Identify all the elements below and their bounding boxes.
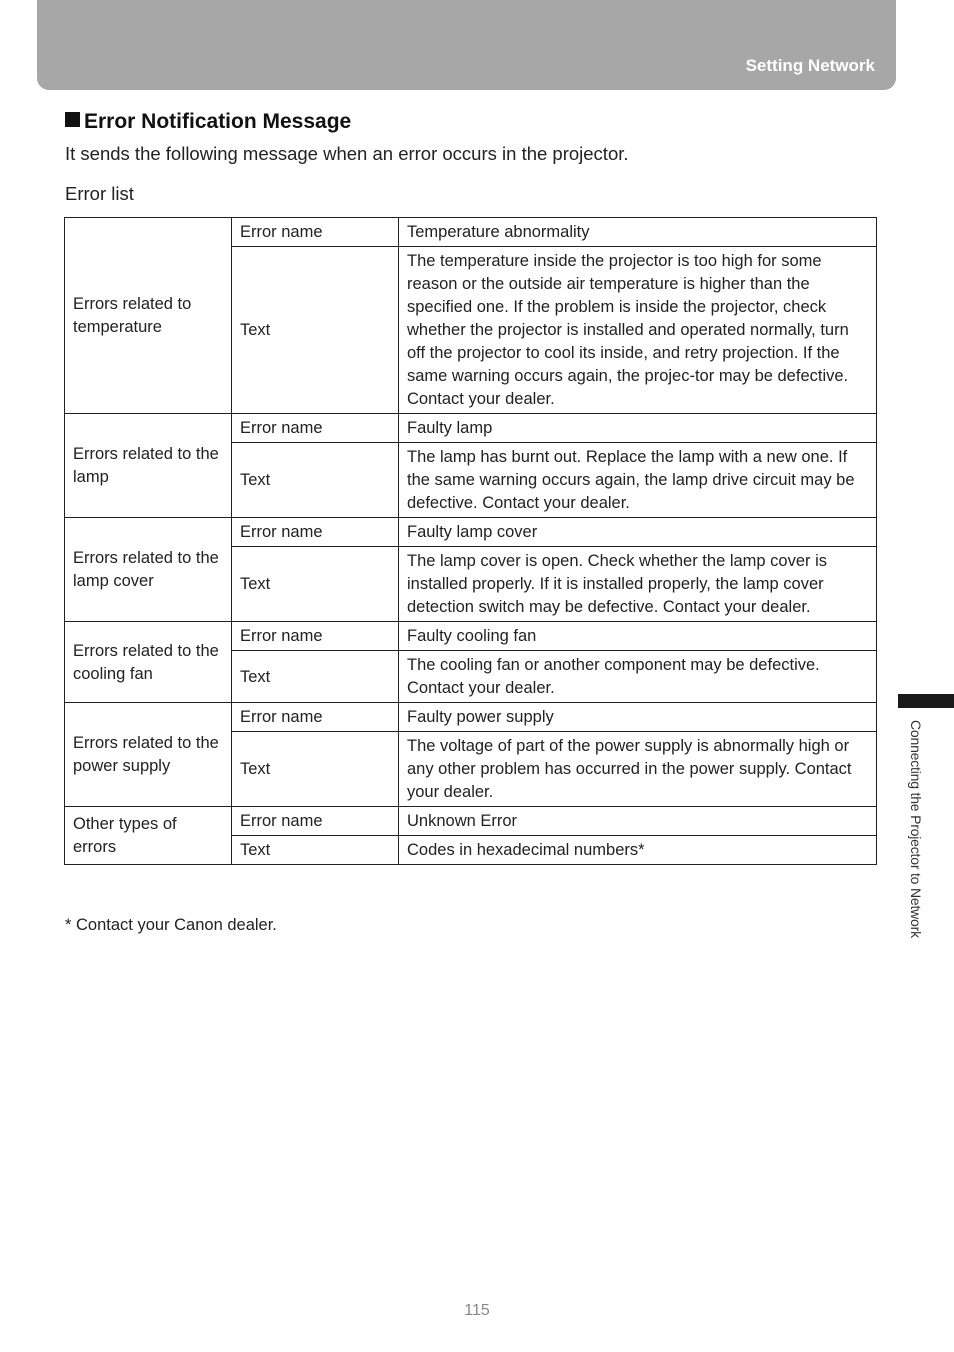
text-value: The lamp has burnt out. Replace the lamp with a new one. If the same warning occurs again, the lamp drive circuit may be defective. Contact your dealer. xyxy=(399,443,877,518)
side-tab-label: Connecting the Projector to Network xyxy=(908,720,924,938)
error-category: Errors related to the power supply xyxy=(65,703,232,807)
text-value: The lamp cover is open. Check whether the lamp cover is installed properly. If it is installed properly, the lamp cover detection switch may be defective. Contact your dealer. xyxy=(399,547,877,622)
section-title-text: Error Notification Message xyxy=(84,110,352,133)
error-list-table xyxy=(64,217,877,865)
text-label: Text xyxy=(232,651,399,703)
footnote: * Contact your Canon dealer. xyxy=(65,916,277,934)
error-list-title: Error list xyxy=(65,183,134,204)
text-label: Text xyxy=(232,547,399,622)
table-row xyxy=(65,518,877,547)
table-row xyxy=(65,703,877,732)
section-title xyxy=(65,110,351,134)
page-number: 115 xyxy=(464,1302,490,1319)
text-value: The cooling fan or another component may be defective. Contact your dealer. xyxy=(399,651,877,703)
error-name-value: Faulty lamp cover xyxy=(399,518,877,547)
error-category: Other types of errors xyxy=(65,807,232,865)
error-name-value: Faulty power supply xyxy=(399,703,877,732)
error-name-value: Faulty lamp xyxy=(399,414,877,443)
error-name-label: Error name xyxy=(232,518,399,547)
text-label: Text xyxy=(232,732,399,807)
table-row xyxy=(65,218,877,247)
error-category: Errors related to the cooling fan xyxy=(65,622,232,703)
error-name-label: Error name xyxy=(232,807,399,836)
error-category: Errors related to the lamp cover xyxy=(65,518,232,622)
intro-text: It sends the following message when an error occurs in the projector. xyxy=(65,143,629,164)
text-label: Text xyxy=(232,443,399,518)
error-name-value: Faulty cooling fan xyxy=(399,622,877,651)
square-bullet-icon xyxy=(65,112,80,127)
error-category: Errors related to the lamp xyxy=(65,414,232,518)
error-name-label: Error name xyxy=(232,414,399,443)
text-label: Text xyxy=(232,247,399,414)
text-value: Codes in hexadecimal numbers* xyxy=(399,836,877,865)
error-name-value: Unknown Error xyxy=(399,807,877,836)
header-band xyxy=(37,0,896,90)
error-category: Errors related to temperature xyxy=(65,218,232,414)
text-value: The voltage of part of the power supply is abnormally high or any other problem has occurred in the power supply. Contact your dealer. xyxy=(399,732,877,807)
side-tab-marker xyxy=(898,694,954,708)
text-label: Text xyxy=(232,836,399,865)
error-name-value: Temperature abnormality xyxy=(399,218,877,247)
error-name-label: Error name xyxy=(232,703,399,732)
error-name-label: Error name xyxy=(232,622,399,651)
table-row xyxy=(65,622,877,651)
header-title: Setting Network xyxy=(745,56,875,75)
error-name-label: Error name xyxy=(232,218,399,247)
table-row xyxy=(65,807,877,836)
table-row xyxy=(65,414,877,443)
text-value: The temperature inside the projector is too high for some reason or the outside air temperature is higher than the specified one. If the problem is inside the projector, check whether the projector is installed and operated normally, turn off the projector to cool its inside, and retry projection. If the same warning occurs again, the projec-tor may be defective. Contact your dealer. xyxy=(399,247,877,414)
